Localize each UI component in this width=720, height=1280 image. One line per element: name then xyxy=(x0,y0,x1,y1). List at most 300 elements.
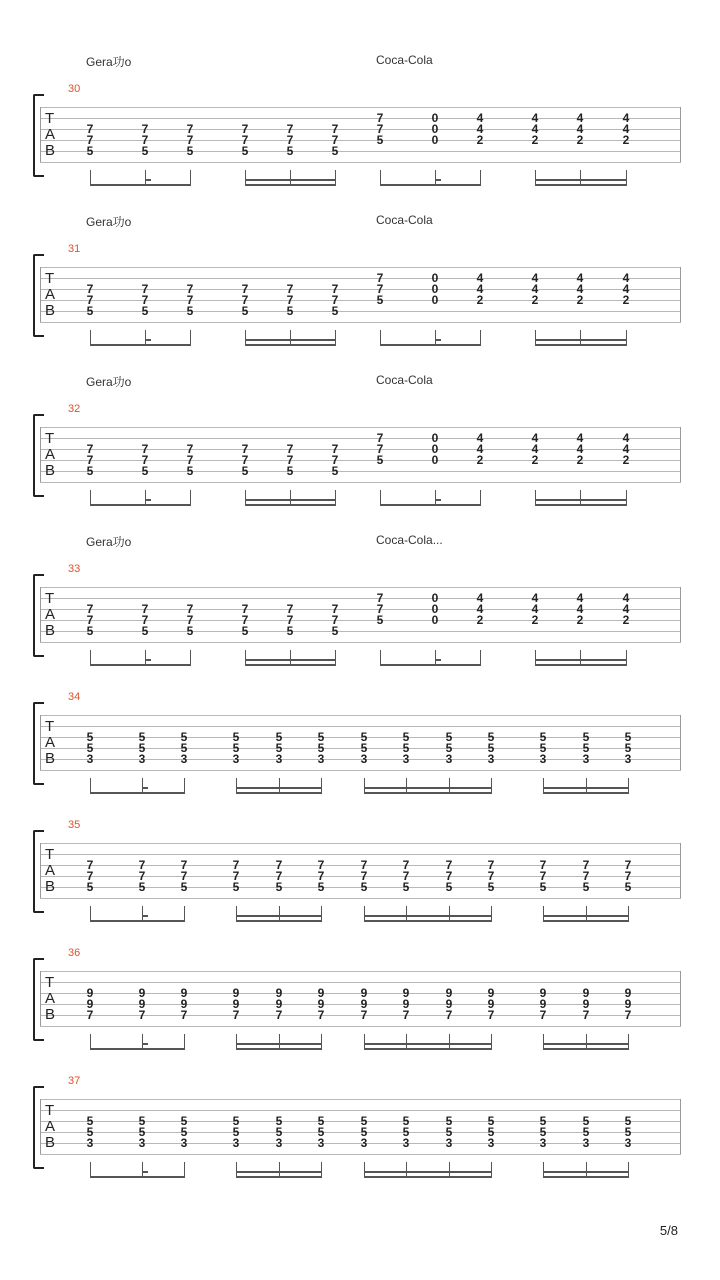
fret-number: 5 xyxy=(360,741,368,755)
fret-number: 7 xyxy=(86,293,94,307)
fret-number: 9 xyxy=(360,997,368,1011)
note-stem xyxy=(449,906,450,921)
barline-right xyxy=(680,843,681,898)
note-stem xyxy=(290,170,291,185)
fret-number: 3 xyxy=(445,752,453,766)
tab-letter-t: T xyxy=(45,270,55,287)
fret-number: 5 xyxy=(539,730,547,744)
note-stem xyxy=(90,650,91,665)
beam-stub xyxy=(142,1171,148,1173)
barline-left xyxy=(40,1099,41,1154)
fret-number: 5 xyxy=(286,144,294,158)
fret-number: 5 xyxy=(275,880,283,894)
fret-number: 2 xyxy=(622,133,630,147)
note-stem xyxy=(543,1162,544,1177)
fret-number: 3 xyxy=(317,752,325,766)
fret-number: 3 xyxy=(180,752,188,766)
note-stem xyxy=(290,490,291,505)
note-stem xyxy=(480,330,481,345)
lyric-left: Gera功o xyxy=(86,215,132,229)
fret-number: 4 xyxy=(622,602,630,616)
fret-number: 2 xyxy=(531,613,539,627)
beam-primary xyxy=(380,184,481,186)
tab-system xyxy=(0,535,720,695)
fret-number: 5 xyxy=(86,741,94,755)
fret-number: 7 xyxy=(141,293,149,307)
fret-number: 7 xyxy=(141,133,149,147)
note-stem xyxy=(90,906,91,921)
fret-number: 3 xyxy=(402,752,410,766)
note-stem xyxy=(190,330,191,345)
fret-number: 5 xyxy=(331,144,339,158)
beam-secondary xyxy=(543,915,629,917)
fret-number: 5 xyxy=(487,741,495,755)
tab-letter-a: A xyxy=(45,990,56,1007)
fret-number: 3 xyxy=(317,1136,325,1150)
staff-line xyxy=(40,322,681,323)
fret-number: 5 xyxy=(331,304,339,318)
fret-number: 7 xyxy=(360,858,368,872)
fret-number: 5 xyxy=(445,741,453,755)
fret-number: 4 xyxy=(576,282,584,296)
fret-number: 9 xyxy=(539,986,547,1000)
tab-system xyxy=(0,215,720,375)
fret-number: 7 xyxy=(539,869,547,883)
fret-number: 5 xyxy=(487,1125,495,1139)
beam-primary xyxy=(236,920,322,922)
barline-right xyxy=(680,715,681,770)
staff-line xyxy=(40,631,681,632)
fret-number: 3 xyxy=(275,1136,283,1150)
fret-number: 5 xyxy=(582,730,590,744)
fret-number: 5 xyxy=(275,1114,283,1128)
fret-number: 7 xyxy=(317,869,325,883)
fret-number: 5 xyxy=(232,1114,240,1128)
fret-number: 7 xyxy=(376,271,384,285)
fret-number: 7 xyxy=(86,613,94,627)
fret-number: 5 xyxy=(445,880,453,894)
fret-number: 5 xyxy=(331,464,339,478)
note-stem xyxy=(90,170,91,185)
fret-number: 7 xyxy=(241,442,249,456)
note-stem xyxy=(321,1162,322,1177)
fret-number: 4 xyxy=(622,122,630,136)
fret-number: 7 xyxy=(487,858,495,872)
measure-number: 36 xyxy=(68,947,81,959)
fret-number: 5 xyxy=(180,1125,188,1139)
fret-number: 4 xyxy=(576,271,584,285)
fret-number: 5 xyxy=(445,730,453,744)
staff-line xyxy=(40,642,681,643)
fret-number: 3 xyxy=(138,752,146,766)
staff-line xyxy=(40,107,681,108)
beam-primary xyxy=(380,504,481,506)
note-stem xyxy=(290,330,291,345)
beam-primary xyxy=(245,184,336,186)
beam-secondary xyxy=(245,179,336,181)
beam-primary xyxy=(90,344,191,346)
fret-number: 9 xyxy=(487,986,495,1000)
barline-left xyxy=(40,427,41,482)
fret-number: 7 xyxy=(582,858,590,872)
fret-number: 4 xyxy=(476,602,484,616)
fret-number: 0 xyxy=(431,431,439,445)
measure-number: 34 xyxy=(68,691,81,703)
fret-number: 9 xyxy=(582,997,590,1011)
fret-number: 7 xyxy=(275,1008,283,1022)
fret-number: 5 xyxy=(241,624,249,638)
note-stem xyxy=(245,170,246,185)
note-stem xyxy=(543,906,544,921)
fret-number: 7 xyxy=(317,858,325,872)
beam-secondary xyxy=(364,915,492,917)
fret-number: 7 xyxy=(376,442,384,456)
fret-number: 7 xyxy=(376,602,384,616)
staff-line xyxy=(40,587,681,588)
fret-number: 5 xyxy=(360,1114,368,1128)
beam-primary xyxy=(90,504,191,506)
note-stem xyxy=(406,906,407,921)
tab-system xyxy=(0,55,720,215)
beam-secondary xyxy=(535,659,627,661)
note-stem xyxy=(142,1034,143,1049)
fret-number: 4 xyxy=(622,431,630,445)
tab-letter-b: B xyxy=(45,142,56,159)
fret-number: 7 xyxy=(360,1008,368,1022)
note-stem xyxy=(90,490,91,505)
barline-right xyxy=(680,971,681,1026)
note-stem xyxy=(535,650,536,665)
fret-number: 0 xyxy=(431,293,439,307)
note-stem xyxy=(321,778,322,793)
fret-number: 5 xyxy=(138,730,146,744)
fret-number: 3 xyxy=(402,1136,410,1150)
barline-left xyxy=(40,715,41,770)
note-stem xyxy=(90,330,91,345)
note-stem xyxy=(380,170,381,185)
beam-primary xyxy=(543,792,629,794)
fret-number: 9 xyxy=(86,986,94,1000)
fret-number: 7 xyxy=(624,858,632,872)
fret-number: 4 xyxy=(531,282,539,296)
fret-number: 5 xyxy=(141,144,149,158)
note-stem xyxy=(628,906,629,921)
beam-primary xyxy=(236,1176,322,1178)
page-number: 5/8 xyxy=(659,1223,678,1238)
fret-number: 5 xyxy=(331,624,339,638)
beam-primary xyxy=(543,1176,629,1178)
tab-letter-t: T xyxy=(45,590,55,607)
beam-primary xyxy=(245,664,336,666)
beam-secondary xyxy=(364,1171,492,1173)
fret-number: 7 xyxy=(582,1008,590,1022)
fret-number: 5 xyxy=(232,1125,240,1139)
fret-number: 3 xyxy=(180,1136,188,1150)
note-stem xyxy=(535,170,536,185)
fret-number: 5 xyxy=(624,730,632,744)
fret-number: 5 xyxy=(232,730,240,744)
fret-number: 4 xyxy=(576,442,584,456)
beam-primary xyxy=(535,664,627,666)
fret-number: 5 xyxy=(180,730,188,744)
fret-number: 2 xyxy=(476,453,484,467)
tab-letter-a: A xyxy=(45,862,56,879)
beam-stub xyxy=(145,179,151,181)
fret-number: 5 xyxy=(376,133,384,147)
fret-number: 7 xyxy=(331,442,339,456)
fret-number: 9 xyxy=(232,986,240,1000)
fret-number: 5 xyxy=(275,741,283,755)
staff-line xyxy=(40,1110,681,1111)
note-stem xyxy=(90,1162,91,1177)
fret-number: 2 xyxy=(576,133,584,147)
note-stem xyxy=(335,650,336,665)
beam-primary xyxy=(543,920,629,922)
beam-primary xyxy=(364,1176,492,1178)
note-stem xyxy=(435,330,436,345)
fret-number: 5 xyxy=(582,1125,590,1139)
barline-right xyxy=(680,267,681,322)
tab-system xyxy=(0,375,720,535)
barline-right xyxy=(680,107,681,162)
beam-secondary xyxy=(535,179,627,181)
beam-stub xyxy=(142,915,148,917)
fret-number: 7 xyxy=(445,858,453,872)
fret-number: 3 xyxy=(232,1136,240,1150)
fret-number: 5 xyxy=(402,880,410,894)
beam-secondary xyxy=(236,787,322,789)
fret-number: 5 xyxy=(241,304,249,318)
fret-number: 5 xyxy=(360,730,368,744)
fret-number: 7 xyxy=(241,613,249,627)
note-stem xyxy=(380,650,381,665)
fret-number: 5 xyxy=(582,1114,590,1128)
fret-number: 5 xyxy=(275,730,283,744)
note-stem xyxy=(90,1034,91,1049)
fret-number: 2 xyxy=(531,293,539,307)
tab-letter-t: T xyxy=(45,1102,55,1119)
measure-number: 32 xyxy=(68,403,81,415)
note-stem xyxy=(628,1162,629,1177)
fret-number: 7 xyxy=(286,613,294,627)
fret-number: 2 xyxy=(622,453,630,467)
note-stem xyxy=(236,1162,237,1177)
staff-line xyxy=(40,971,681,972)
fret-number: 7 xyxy=(86,1008,94,1022)
tab-letter-t: T xyxy=(45,718,55,735)
fret-number: 5 xyxy=(487,1114,495,1128)
fret-number: 2 xyxy=(576,293,584,307)
note-stem xyxy=(145,330,146,345)
fret-number: 5 xyxy=(402,1125,410,1139)
note-stem xyxy=(480,490,481,505)
barline-right xyxy=(680,1099,681,1154)
fret-number: 5 xyxy=(138,880,146,894)
beam-secondary xyxy=(364,787,492,789)
fret-number: 5 xyxy=(180,741,188,755)
note-stem xyxy=(279,1034,280,1049)
fret-number: 9 xyxy=(232,997,240,1011)
fret-number: 7 xyxy=(275,858,283,872)
fret-number: 5 xyxy=(487,880,495,894)
fret-number: 5 xyxy=(376,453,384,467)
fret-number: 7 xyxy=(286,602,294,616)
fret-number: 5 xyxy=(186,144,194,158)
fret-number: 4 xyxy=(622,591,630,605)
fret-number: 5 xyxy=(138,1114,146,1128)
beam-primary xyxy=(90,664,191,666)
fret-number: 5 xyxy=(141,624,149,638)
fret-number: 7 xyxy=(186,602,194,616)
note-stem xyxy=(380,330,381,345)
fret-number: 0 xyxy=(431,591,439,605)
fret-number: 7 xyxy=(186,122,194,136)
note-stem xyxy=(543,778,544,793)
barline-right xyxy=(680,587,681,642)
lyric-right: Coca-Cola xyxy=(376,53,433,67)
beam-secondary xyxy=(245,499,336,501)
lyric-left: Gera功o xyxy=(86,535,132,549)
fret-number: 2 xyxy=(476,293,484,307)
staff-line xyxy=(40,267,681,268)
fret-number: 0 xyxy=(431,122,439,136)
note-stem xyxy=(449,1162,450,1177)
barline-left xyxy=(40,843,41,898)
fret-number: 5 xyxy=(286,464,294,478)
staff-line xyxy=(40,843,681,844)
staff-line xyxy=(40,471,681,472)
fret-number: 7 xyxy=(180,1008,188,1022)
fret-number: 7 xyxy=(186,453,194,467)
fret-number: 7 xyxy=(241,282,249,296)
fret-number: 7 xyxy=(180,858,188,872)
fret-number: 7 xyxy=(286,133,294,147)
fret-number: 5 xyxy=(624,880,632,894)
fret-number: 2 xyxy=(576,613,584,627)
fret-number: 5 xyxy=(86,880,94,894)
staff-line xyxy=(40,1154,681,1155)
tab-letter-a: A xyxy=(45,606,56,623)
fret-number: 9 xyxy=(180,986,188,1000)
fret-number: 7 xyxy=(360,869,368,883)
note-stem xyxy=(290,650,291,665)
beam-primary xyxy=(535,344,627,346)
tab-letter-b: B xyxy=(45,1134,56,1151)
note-stem xyxy=(279,906,280,921)
note-stem xyxy=(145,170,146,185)
fret-number: 4 xyxy=(531,442,539,456)
fret-number: 9 xyxy=(360,986,368,1000)
fret-number: 7 xyxy=(286,453,294,467)
note-stem xyxy=(245,490,246,505)
fret-number: 7 xyxy=(186,282,194,296)
tab-letter-b: B xyxy=(45,622,56,639)
fret-number: 7 xyxy=(402,858,410,872)
tab-letter-b: B xyxy=(45,302,56,319)
beam-stub xyxy=(435,179,441,181)
fret-number: 7 xyxy=(86,122,94,136)
tab-letter-b: B xyxy=(45,462,56,479)
fret-number: 7 xyxy=(286,122,294,136)
fret-number: 5 xyxy=(317,1125,325,1139)
fret-number: 3 xyxy=(360,752,368,766)
fret-number: 5 xyxy=(138,1125,146,1139)
fret-number: 4 xyxy=(622,271,630,285)
fret-number: 5 xyxy=(141,464,149,478)
fret-number: 7 xyxy=(241,133,249,147)
lyric-right: Coca-Cola... xyxy=(376,533,443,547)
beam-primary xyxy=(90,1176,185,1178)
barline-left xyxy=(40,587,41,642)
tab-letter-a: A xyxy=(45,1118,56,1135)
fret-number: 5 xyxy=(317,730,325,744)
measure-number: 33 xyxy=(68,563,81,575)
note-stem xyxy=(580,650,581,665)
fret-number: 5 xyxy=(539,880,547,894)
note-stem xyxy=(535,490,536,505)
fret-number: 5 xyxy=(487,730,495,744)
fret-number: 3 xyxy=(624,752,632,766)
measure-number: 30 xyxy=(68,83,81,95)
fret-number: 5 xyxy=(317,741,325,755)
note-stem xyxy=(236,906,237,921)
fret-number: 3 xyxy=(86,1136,94,1150)
beam-secondary xyxy=(543,1043,629,1045)
fret-number: 7 xyxy=(241,293,249,307)
fret-number: 7 xyxy=(286,282,294,296)
beam-primary xyxy=(90,920,185,922)
fret-number: 4 xyxy=(576,122,584,136)
beam-primary xyxy=(535,504,627,506)
fret-number: 5 xyxy=(86,144,94,158)
beam-secondary xyxy=(535,339,627,341)
note-stem xyxy=(364,906,365,921)
fret-number: 4 xyxy=(476,271,484,285)
fret-number: 7 xyxy=(286,293,294,307)
lyric-right: Coca-Cola xyxy=(376,373,433,387)
fret-number: 7 xyxy=(241,453,249,467)
fret-number: 5 xyxy=(180,1114,188,1128)
note-stem xyxy=(245,650,246,665)
note-stem xyxy=(580,330,581,345)
fret-number: 5 xyxy=(186,304,194,318)
fret-number: 3 xyxy=(539,752,547,766)
fret-number: 0 xyxy=(431,602,439,616)
note-stem xyxy=(626,330,627,345)
fret-number: 7 xyxy=(317,1008,325,1022)
lyric-left: Gera功o xyxy=(86,55,132,69)
fret-number: 7 xyxy=(186,293,194,307)
fret-number: 4 xyxy=(531,431,539,445)
fret-number: 0 xyxy=(431,271,439,285)
staff-line xyxy=(40,427,681,428)
fret-number: 5 xyxy=(582,741,590,755)
note-stem xyxy=(491,778,492,793)
fret-number: 7 xyxy=(141,613,149,627)
beam-primary xyxy=(543,1048,629,1050)
fret-number: 5 xyxy=(402,730,410,744)
fret-number: 7 xyxy=(186,133,194,147)
note-stem xyxy=(335,330,336,345)
note-stem xyxy=(335,170,336,185)
fret-number: 7 xyxy=(331,613,339,627)
staff-line xyxy=(40,151,681,152)
fret-number: 5 xyxy=(232,741,240,755)
fret-number: 9 xyxy=(445,986,453,1000)
staff-line xyxy=(40,715,681,716)
note-stem xyxy=(406,1162,407,1177)
fret-number: 7 xyxy=(331,122,339,136)
